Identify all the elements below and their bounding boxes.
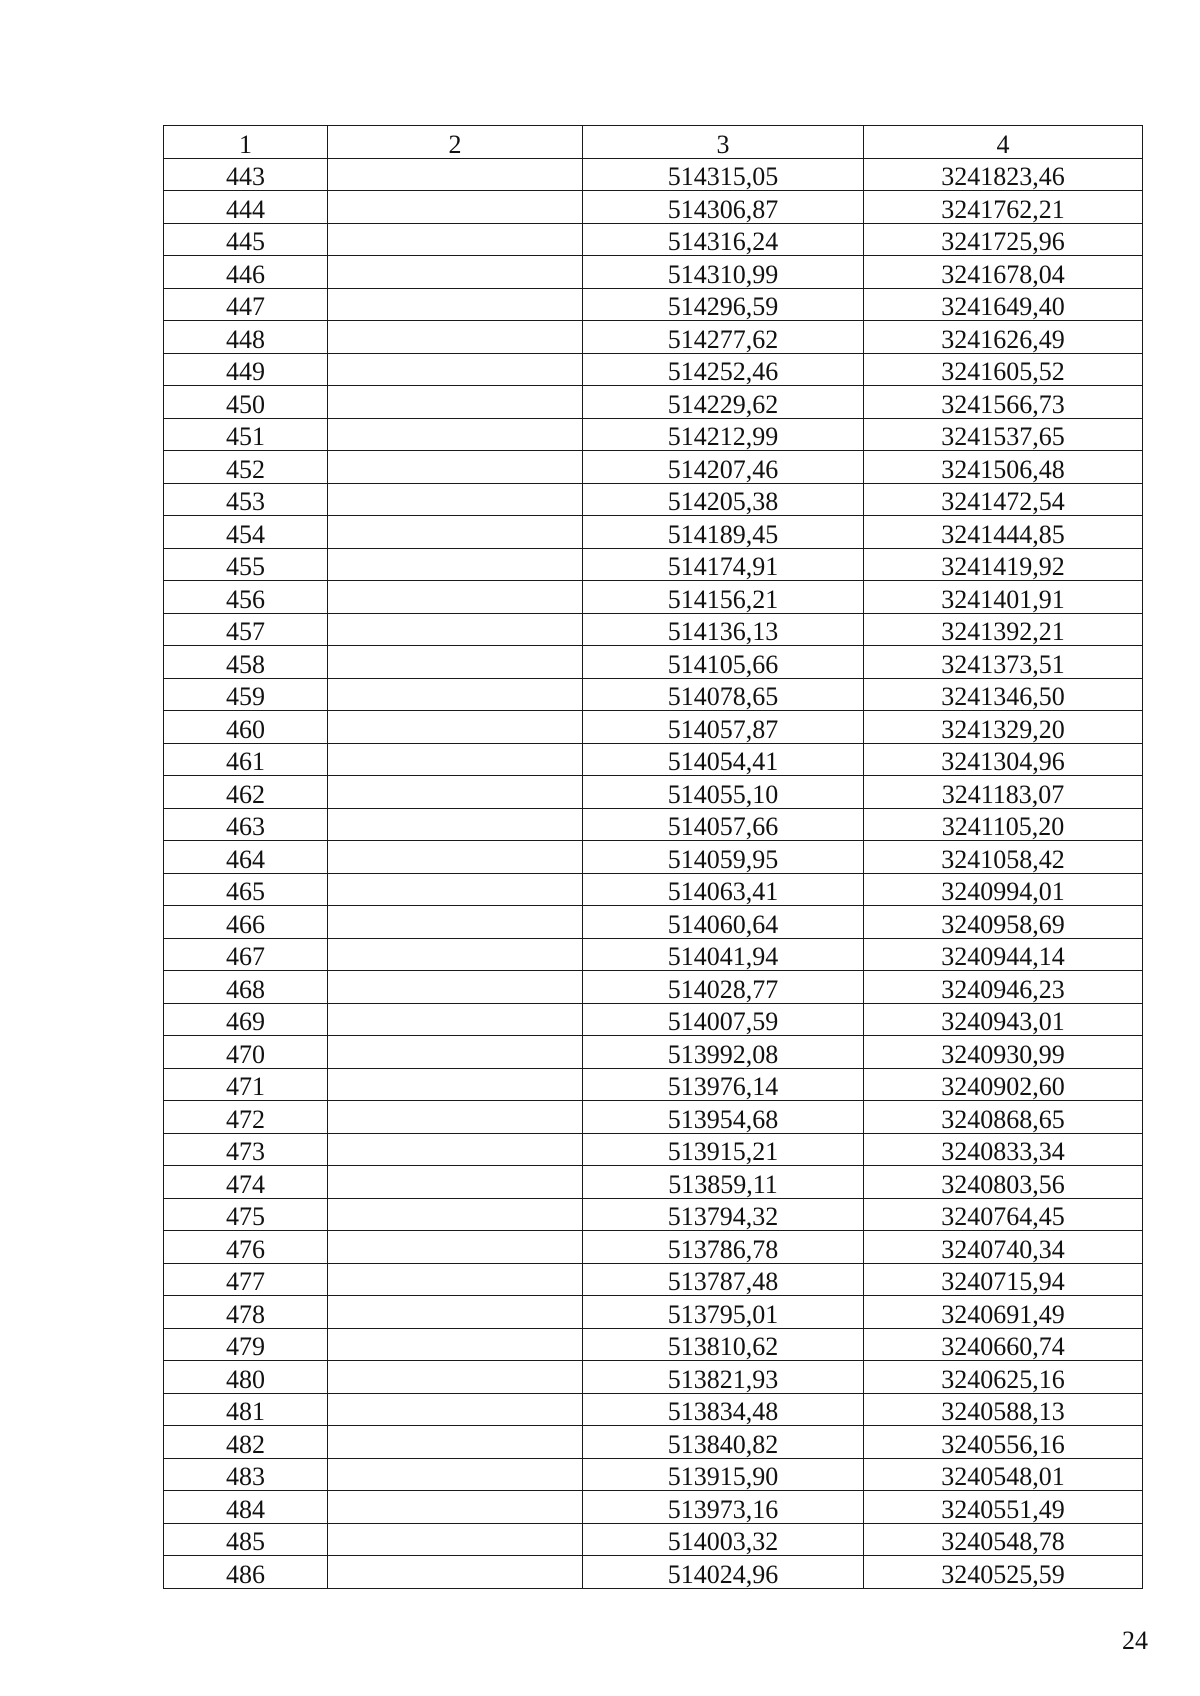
empty-cell [328,223,583,256]
table-row [164,418,1143,451]
empty-cell [328,548,583,581]
point-number-cell: 463 [164,808,328,841]
point-number-cell: 459 [164,678,328,711]
empty-cell [328,678,583,711]
x-coordinate-cell: 514059,95 [583,841,864,874]
table-row [164,1426,1143,1459]
x-coordinate-cell: 513915,21 [583,1133,864,1166]
x-coordinate-cell: 514055,10 [583,776,864,809]
table-row [164,711,1143,744]
y-coordinate-cell: 3241823,46 [864,158,1143,191]
point-number-cell: 473 [164,1133,328,1166]
y-coordinate-cell: 3240958,69 [864,906,1143,939]
y-coordinate-cell: 3240715,94 [864,1263,1143,1296]
point-number-cell: 444 [164,191,328,224]
y-coordinate-cell: 3241346,50 [864,678,1143,711]
point-number-cell: 451 [164,418,328,451]
x-coordinate-cell: 513915,90 [583,1458,864,1491]
empty-cell [328,1166,583,1199]
x-coordinate-cell: 514057,66 [583,808,864,841]
table-row [164,548,1143,581]
x-coordinate-cell: 514063,41 [583,873,864,906]
point-number-cell: 474 [164,1166,328,1199]
page-number: 24 [1122,1626,1148,1655]
y-coordinate-cell: 3240994,01 [864,873,1143,906]
empty-cell [328,1393,583,1426]
empty-cell [328,288,583,321]
y-coordinate-cell: 3241183,07 [864,776,1143,809]
empty-cell [328,1426,583,1459]
empty-cell [328,743,583,776]
table-row [164,386,1143,419]
point-number-cell: 486 [164,1556,328,1589]
x-coordinate-cell: 514054,41 [583,743,864,776]
y-coordinate-cell: 3241605,52 [864,353,1143,386]
y-coordinate-cell: 3240868,65 [864,1101,1143,1134]
y-coordinate-cell: 3241649,40 [864,288,1143,321]
point-number-cell: 456 [164,581,328,614]
x-coordinate-cell: 513794,32 [583,1198,864,1231]
x-coordinate-cell: 514252,46 [583,353,864,386]
empty-cell [328,971,583,1004]
x-coordinate-cell: 514296,59 [583,288,864,321]
table-row [164,256,1143,289]
empty-cell [328,873,583,906]
table-row [164,1361,1143,1394]
point-number-cell: 477 [164,1263,328,1296]
x-coordinate-cell: 513795,01 [583,1296,864,1329]
table-row [164,1491,1143,1524]
table-row [164,191,1143,224]
table-row [164,451,1143,484]
x-coordinate-cell: 513786,78 [583,1231,864,1264]
point-number-cell: 471 [164,1068,328,1101]
empty-cell [328,938,583,971]
point-number-cell: 445 [164,223,328,256]
empty-cell [328,1523,583,1556]
y-coordinate-cell: 3240588,13 [864,1393,1143,1426]
y-coordinate-cell: 3241537,65 [864,418,1143,451]
point-number-cell: 472 [164,1101,328,1134]
empty-cell [328,191,583,224]
empty-cell [328,906,583,939]
table-row [164,1296,1143,1329]
empty-cell [328,451,583,484]
table-row [164,873,1143,906]
y-coordinate-cell: 3241725,96 [864,223,1143,256]
x-coordinate-cell: 514229,62 [583,386,864,419]
table-row [164,906,1143,939]
y-coordinate-cell: 3241506,48 [864,451,1143,484]
point-number-cell: 453 [164,483,328,516]
x-coordinate-cell: 513810,62 [583,1328,864,1361]
point-number-cell: 447 [164,288,328,321]
empty-cell [328,1328,583,1361]
y-coordinate-cell: 3241392,21 [864,613,1143,646]
x-coordinate-cell: 514315,05 [583,158,864,191]
empty-cell [328,516,583,549]
y-coordinate-cell: 3241373,51 [864,646,1143,679]
point-number-cell: 458 [164,646,328,679]
x-coordinate-cell: 514057,87 [583,711,864,744]
empty-cell [328,711,583,744]
point-number-cell: 452 [164,451,328,484]
table-row [164,1068,1143,1101]
y-coordinate-cell: 3240548,78 [864,1523,1143,1556]
empty-cell [328,1556,583,1589]
empty-cell [328,841,583,874]
point-number-cell: 482 [164,1426,328,1459]
x-coordinate-cell: 514105,66 [583,646,864,679]
x-coordinate-cell: 514028,77 [583,971,864,1004]
x-coordinate-cell: 514277,62 [583,321,864,354]
x-coordinate-cell: 513859,11 [583,1166,864,1199]
point-number-cell: 454 [164,516,328,549]
table-row [164,1328,1143,1361]
x-coordinate-cell: 514310,99 [583,256,864,289]
header-cell-col-4: 4 [864,126,1143,159]
y-coordinate-cell: 3240525,59 [864,1556,1143,1589]
x-coordinate-cell: 514205,38 [583,483,864,516]
empty-cell [328,1003,583,1036]
y-coordinate-cell: 3241058,42 [864,841,1143,874]
point-number-cell: 443 [164,158,328,191]
empty-cell [328,581,583,614]
y-coordinate-cell: 3240740,34 [864,1231,1143,1264]
header-cell-col-1: 1 [164,126,328,159]
point-number-cell: 450 [164,386,328,419]
x-coordinate-cell: 514060,64 [583,906,864,939]
empty-cell [328,1263,583,1296]
y-coordinate-cell: 3240803,56 [864,1166,1143,1199]
empty-cell [328,158,583,191]
x-coordinate-cell: 514306,87 [583,191,864,224]
x-coordinate-cell: 514007,59 [583,1003,864,1036]
table-row [164,971,1143,1004]
y-coordinate-cell: 3240833,34 [864,1133,1143,1166]
y-coordinate-cell: 3240625,16 [864,1361,1143,1394]
empty-cell [328,321,583,354]
x-coordinate-cell: 514041,94 [583,938,864,971]
x-coordinate-cell: 514212,99 [583,418,864,451]
table-row [164,1101,1143,1134]
x-coordinate-cell: 513973,16 [583,1491,864,1524]
empty-cell [328,1491,583,1524]
x-coordinate-cell: 513787,48 [583,1263,864,1296]
point-number-cell: 467 [164,938,328,971]
x-coordinate-cell: 514078,65 [583,678,864,711]
empty-cell [328,1198,583,1231]
table-row [164,1166,1143,1199]
empty-cell [328,808,583,841]
table-row [164,1556,1143,1589]
coordinates-table [163,125,1143,1589]
table-row [164,158,1143,191]
header-cell-col-2: 2 [328,126,583,159]
point-number-cell: 448 [164,321,328,354]
x-coordinate-cell: 514003,32 [583,1523,864,1556]
y-coordinate-cell: 3240930,99 [864,1036,1143,1069]
y-coordinate-cell: 3241105,20 [864,808,1143,841]
point-number-cell: 460 [164,711,328,744]
point-number-cell: 480 [164,1361,328,1394]
y-coordinate-cell: 3241444,85 [864,516,1143,549]
table-row [164,1133,1143,1166]
table-header-row [164,126,1143,159]
point-number-cell: 485 [164,1523,328,1556]
y-coordinate-cell: 3241762,21 [864,191,1143,224]
table-row [164,646,1143,679]
table-row [164,223,1143,256]
empty-cell [328,1458,583,1491]
y-coordinate-cell: 3240944,14 [864,938,1143,971]
point-number-cell: 484 [164,1491,328,1524]
point-number-cell: 455 [164,548,328,581]
x-coordinate-cell: 513834,48 [583,1393,864,1426]
empty-cell [328,646,583,679]
table-row [164,678,1143,711]
empty-cell [328,1361,583,1394]
x-coordinate-cell: 513976,14 [583,1068,864,1101]
empty-cell [328,353,583,386]
point-number-cell: 476 [164,1231,328,1264]
y-coordinate-cell: 3240943,01 [864,1003,1143,1036]
point-number-cell: 461 [164,743,328,776]
empty-cell [328,483,583,516]
empty-cell [328,1036,583,1069]
empty-cell [328,1231,583,1264]
point-number-cell: 475 [164,1198,328,1231]
table-row [164,938,1143,971]
table-row [164,1003,1143,1036]
point-number-cell: 483 [164,1458,328,1491]
table-row [164,776,1143,809]
empty-cell [328,776,583,809]
x-coordinate-cell: 514207,46 [583,451,864,484]
table-row [164,288,1143,321]
header-cell-col-3: 3 [583,126,864,159]
point-number-cell: 481 [164,1393,328,1426]
empty-cell [328,613,583,646]
y-coordinate-cell: 3241329,20 [864,711,1143,744]
y-coordinate-cell: 3241401,91 [864,581,1143,614]
y-coordinate-cell: 3240764,45 [864,1198,1143,1231]
point-number-cell: 468 [164,971,328,1004]
empty-cell [328,1068,583,1101]
point-number-cell: 462 [164,776,328,809]
table-row [164,743,1143,776]
table-row [164,1458,1143,1491]
table-row [164,1393,1143,1426]
empty-cell [328,1296,583,1329]
table-row [164,1036,1143,1069]
empty-cell [328,418,583,451]
x-coordinate-cell: 513954,68 [583,1101,864,1134]
x-coordinate-cell: 513840,82 [583,1426,864,1459]
point-number-cell: 470 [164,1036,328,1069]
x-coordinate-cell: 514316,24 [583,223,864,256]
table-row [164,321,1143,354]
y-coordinate-cell: 3241678,04 [864,256,1143,289]
table-row [164,353,1143,386]
table-row [164,516,1143,549]
table-row [164,841,1143,874]
point-number-cell: 457 [164,613,328,646]
x-coordinate-cell: 514136,13 [583,613,864,646]
table-row [164,613,1143,646]
y-coordinate-cell: 3241304,96 [864,743,1143,776]
point-number-cell: 465 [164,873,328,906]
table-row [164,1198,1143,1231]
x-coordinate-cell: 514156,21 [583,581,864,614]
y-coordinate-cell: 3241472,54 [864,483,1143,516]
y-coordinate-cell: 3240902,60 [864,1068,1143,1101]
y-coordinate-cell: 3240551,49 [864,1491,1143,1524]
y-coordinate-cell: 3241419,92 [864,548,1143,581]
empty-cell [328,386,583,419]
x-coordinate-cell: 514024,96 [583,1556,864,1589]
table-row [164,483,1143,516]
table-row [164,1523,1143,1556]
point-number-cell: 446 [164,256,328,289]
x-coordinate-cell: 513821,93 [583,1361,864,1394]
point-number-cell: 464 [164,841,328,874]
point-number-cell: 466 [164,906,328,939]
table-row [164,808,1143,841]
y-coordinate-cell: 3241566,73 [864,386,1143,419]
coordinates-table-body [164,126,1143,1589]
y-coordinate-cell: 3240548,01 [864,1458,1143,1491]
y-coordinate-cell: 3240660,74 [864,1328,1143,1361]
table-row [164,1263,1143,1296]
x-coordinate-cell: 514189,45 [583,516,864,549]
point-number-cell: 478 [164,1296,328,1329]
empty-cell [328,1101,583,1134]
table-row [164,1231,1143,1264]
x-coordinate-cell: 514174,91 [583,548,864,581]
point-number-cell: 449 [164,353,328,386]
y-coordinate-cell: 3240946,23 [864,971,1143,1004]
point-number-cell: 469 [164,1003,328,1036]
point-number-cell: 479 [164,1328,328,1361]
y-coordinate-cell: 3240691,49 [864,1296,1143,1329]
y-coordinate-cell: 3241626,49 [864,321,1143,354]
x-coordinate-cell: 513992,08 [583,1036,864,1069]
empty-cell [328,1133,583,1166]
y-coordinate-cell: 3240556,16 [864,1426,1143,1459]
table-row [164,581,1143,614]
empty-cell [328,256,583,289]
